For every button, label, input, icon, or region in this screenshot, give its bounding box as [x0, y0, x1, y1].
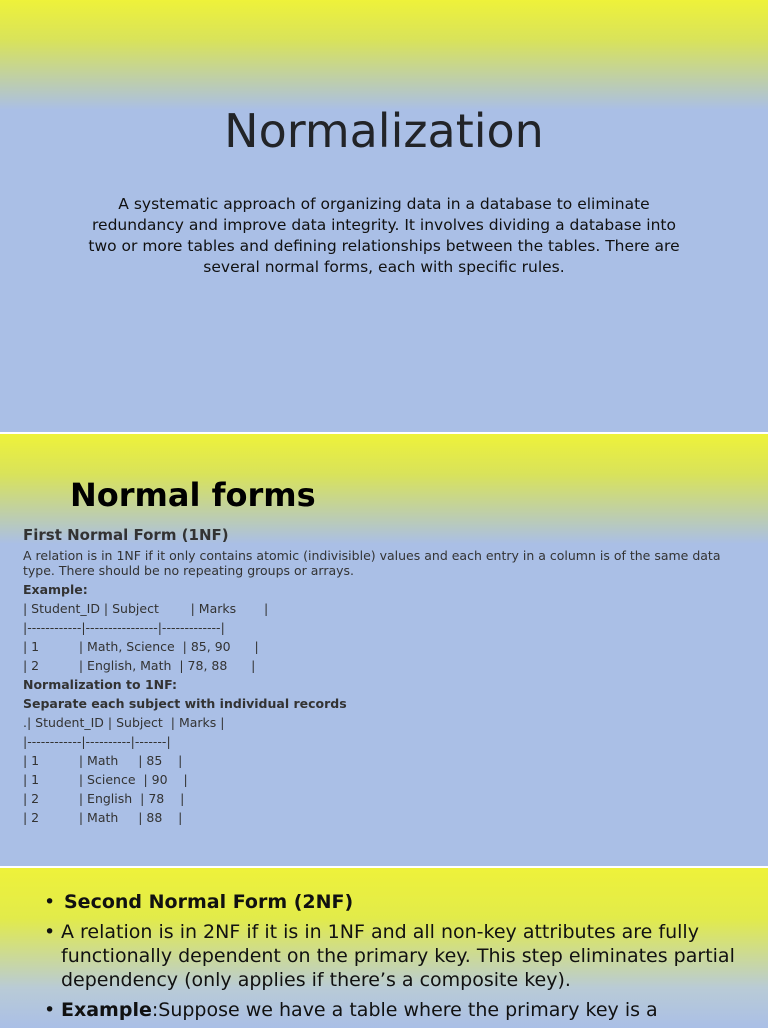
table1-row: | 2 | English, Math | 78, 88 |: [23, 658, 256, 673]
list-item-text: :Suppose we have a table where the primary key is a: [151, 999, 658, 1021]
list-item-bold-text: Example: [61, 999, 152, 1021]
slide-content: [23, 526, 753, 827]
table2-row: |------------|----------|-------|: [23, 734, 171, 749]
list-item-text: Second Normal Form (2NF): [64, 891, 354, 913]
section-subheading: First Normal Form (1NF): [23, 526, 229, 544]
list-item: [44, 998, 744, 1022]
bullet-icon: •: [44, 999, 56, 1021]
table2-row: .| Student_ID | Subject | Marks |: [23, 715, 225, 730]
example-label: Example:: [23, 582, 88, 597]
list-item: [44, 890, 744, 914]
table2-row: | 1 | Science | 90 |: [23, 772, 188, 787]
table2-row: | 2 | Math | 88 |: [23, 810, 183, 825]
slide-description: A systematic approach of organizing data in a database to eliminate redundancy and improve data integrity. It involves dividing a database into two or more tables and defining relationships between the tables. There are several normal forms, each with specific rules.: [88, 195, 680, 276]
list-item-text: A relation is in 2NF if it is in 1NF and all non-key attributes are fully functionally dependent on the primary key. This step eliminates partial dependency (only applies if there’s a composite key).: [61, 921, 735, 991]
slide-heading: Normal forms: [70, 476, 316, 514]
separate-label: Separate each subject with individual records: [23, 696, 347, 711]
normalization-label: Normalization to 1NF:: [23, 677, 177, 692]
slide-normal-forms: [0, 434, 768, 866]
table2-row: | 2 | English | 78 |: [23, 791, 185, 806]
slide-normalization: [0, 0, 768, 432]
slide-second-normal-form: [0, 868, 768, 1028]
bullet-list: [44, 890, 744, 1028]
slide-title: Normalization: [224, 104, 544, 158]
table1-row: | Student_ID | Subject | Marks |: [23, 601, 269, 616]
bullet-icon: •: [44, 891, 56, 913]
table2-row: | 1 | Math | 85 |: [23, 753, 183, 768]
bullet-icon: •: [44, 921, 56, 943]
list-item: [44, 920, 744, 992]
section-description: A relation is in 1NF if it only contains atomic (indivisible) values and each entry in a column is of the same data type. There should be no repeating groups or arrays.: [23, 548, 721, 578]
table1-row: |------------|----------------|-------------|: [23, 620, 225, 635]
table1-row: | 1 | Math, Science | 85, 90 |: [23, 639, 259, 654]
